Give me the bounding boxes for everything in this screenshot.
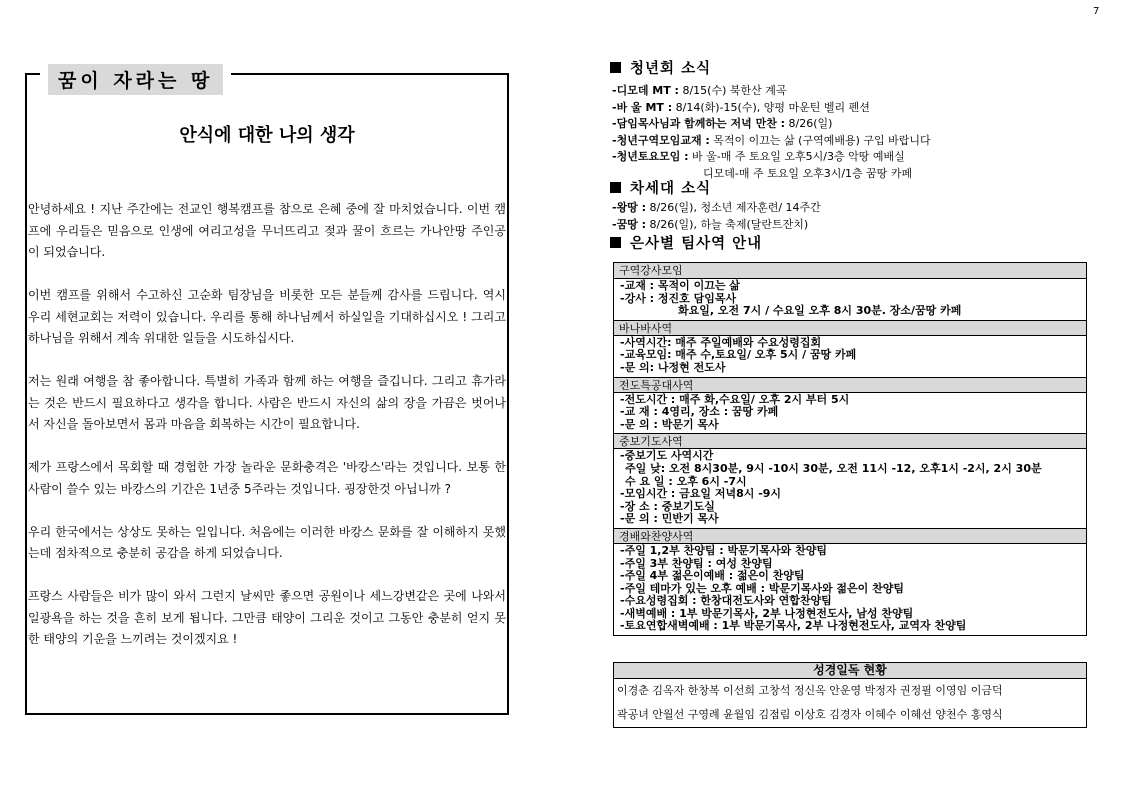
essay-paragraph: 이번 캠프를 위해서 수고하신 고순화 팀장님을 비롯한 모든 분들께 감사를 드립니다. 역시 우리 세현교회는 저력이 있습니다. 우리를 통해 하나님께서 하실일을 기대하십시오 ! 그리고 하나님을 위해서 계속 위대한 일들을 시도하십시다. (28, 288, 506, 345)
next-gen-item: -꿈땅 : 8/26(일), 하늘 축제(달란트잔치) (612, 217, 809, 231)
essay-paragraph: 제가 프랑스에서 목회할 때 경험한 가장 놀라운 문화충격은 '바캉스'라는 것입니다. 보통 한사람이 쓸수 있는 바캉스의 기간은 1년중 5주라는 것입니다. 굉장한것 아닙니까 ? (28, 460, 506, 496)
essay-paragraph: 안녕하세요 ! 지난 주간에는 전교인 행복캠프를 참으로 은혜 중에 잘 마치었습니다. 이번 캠프에 우리들은 믿음으로 인생에 여리고성을 무너뜨리고 젖과 꿀이 흐르는 가나안땅 주인공이 되었습니다. (28, 202, 506, 259)
youth-item: -담임목사님과 함께하는 저녁 만찬 : 8/26(일) (612, 117, 833, 130)
team-ministry-table (613, 262, 1087, 636)
youth-heading: 청년회 소식 (610, 57, 711, 78)
bible-reading-names: 이경춘 김옥자 한창복 이선희 고창석 정신옥 안운영 박정자 권정필 이영임 이금덕 (617, 684, 1003, 697)
youth-item: 디모데-매 주 토요일 오후3시/1층 꿈땅 카페 (703, 166, 913, 180)
team-group-title: 전도특공대사역 (614, 377, 1086, 393)
section-title-wrap (40, 64, 231, 95)
essay-paragraph: 프랑스 사람들은 비가 많이 와서 그런지 날씨만 좋으면 공원이나 세느강변같은 곳에 나와서 일광욕을 하는 것을 흔히 보게 됩니다. 그만큼 태양이 그리운 것이고 그동안 충분히 얻지 못한 태양의 기운을 느끼려는 것이겠지요 ! (28, 589, 506, 646)
team-group-title: 중보기도사역 (614, 433, 1086, 449)
bible-reading-title: 성경일독 현황 (614, 663, 1086, 679)
youth-item: -청년토요모임 : 바 울-매 주 토요일 오후5시/3층 악땅 예배실 (612, 150, 905, 163)
essay-paragraph: 저는 원래 여행을 참 좋아합니다. 특별히 가족과 함께 하는 여행을 즐깁니다. 그리고 휴가라는 것은 반드시 필요하다고 생각을 합니다. 사람은 반드시 자신의 삶의 장을 가끔은 벗어나서 자신을 돌아보면서 몸과 마음을 회복하는 시간이 필요합니다. (28, 374, 506, 431)
next-gen-heading: 차세대 소식 (610, 177, 711, 198)
teams-heading: 은사별 팀사역 안내 (610, 232, 762, 253)
youth-item: -디모데 MT : 8/15(수) 북한산 계곡 (612, 84, 787, 97)
essay-title: 안식에 대한 나의 생각 (179, 125, 355, 146)
next-gen-item: -왕땅 : 8/26(일), 청소년 제자훈련/ 14주간 (612, 201, 821, 214)
team-group-body: -사역시간: 매주 주일예배와 수요성령집회 -교육모임: 매주 수,토요일/ 오후 5시 / 꿈땅 카페 -문 의: 나정현 전도사 (620, 335, 857, 374)
team-group-title: 구역강사모임 (614, 263, 1086, 279)
youth-item: -청년구역모임교재 : 목적이 이끄는 삶 (구역예배용) 구입 바랍니다 (612, 133, 931, 147)
youth-item: -바 울 MT : 8/14(화)-15(수), 양평 마운틴 벨리 펜션 (612, 100, 870, 114)
essay-body (28, 199, 506, 672)
section-title: 꿈이 자라는 땅 (48, 64, 223, 95)
square-bullet-icon (610, 62, 621, 73)
team-group-body: -주일 1,2부 찬양팀 : 박문기목사와 찬양팀 -주일 3부 찬양팀 : 여성 찬양팀 -주일 4부 젊은이예배 : 젊은이 찬양팀 -주일 테마가 있는 오후 예배 : 박문기목사와 젊은이 찬양팀 -수요성령집회 : 한창대전도사와 연합찬양팀 -새벽예배 : 1부 박문기목사, 2부 나정현전도사, 남성 찬양팀 -토요연합새벽예배 : 1부 박문기목사, 2부 나정현전도사, 교역자 찬양팀 (620, 543, 967, 633)
bible-reading-table (613, 662, 1087, 728)
essay-paragraph: 우리 한국에서는 상상도 못하는 일입니다. 처음에는 이러한 바캉스 문화를 잘 이해하지 못했는데 점차적으로 충분히 공감을 하게 되었습니다. (28, 524, 506, 560)
team-group-title: 경배와찬양사역 (614, 528, 1086, 544)
team-group-title: 바나바사역 (614, 320, 1086, 336)
square-bullet-icon (610, 237, 621, 248)
youth-news (612, 83, 931, 182)
team-group-body: -교재 : 목적이 이끄는 삶 -강사 : 정진호 담임목사 화요일, 오전 7시 / 수요일 오후 8시 30분. 장소/꿈땅 카페 (620, 279, 962, 318)
next-gen-news (612, 200, 821, 233)
team-group-body: -전도시간 : 매주 화,수요일/ 오후 2시 부터 5시 -교 재 : 4영리, 장소 : 꿈땅 카페 -문 의 : 박문기 목사 (620, 392, 850, 431)
page-number: 7 (1093, 6, 1100, 17)
team-group-body: -중보기도 사역시간 주일 낮: 오전 8시30분, 9시 -10시 30분, 오전 11시 -12, 오후1시 -2시, 2시 30분 수 요 일 : 오후 6시 -7시 -모임시간 : 금요일 저녁8시 -9시 -장 소 : 중보기도실 -문 의 : 민반기 목사 (620, 449, 1042, 526)
bible-reading-names: 곽공녀 안월선 구영례 윤월임 김점림 이상호 김경자 이혜수 이혜선 양천수 홍영식 (617, 708, 1003, 721)
square-bullet-icon (610, 182, 621, 193)
